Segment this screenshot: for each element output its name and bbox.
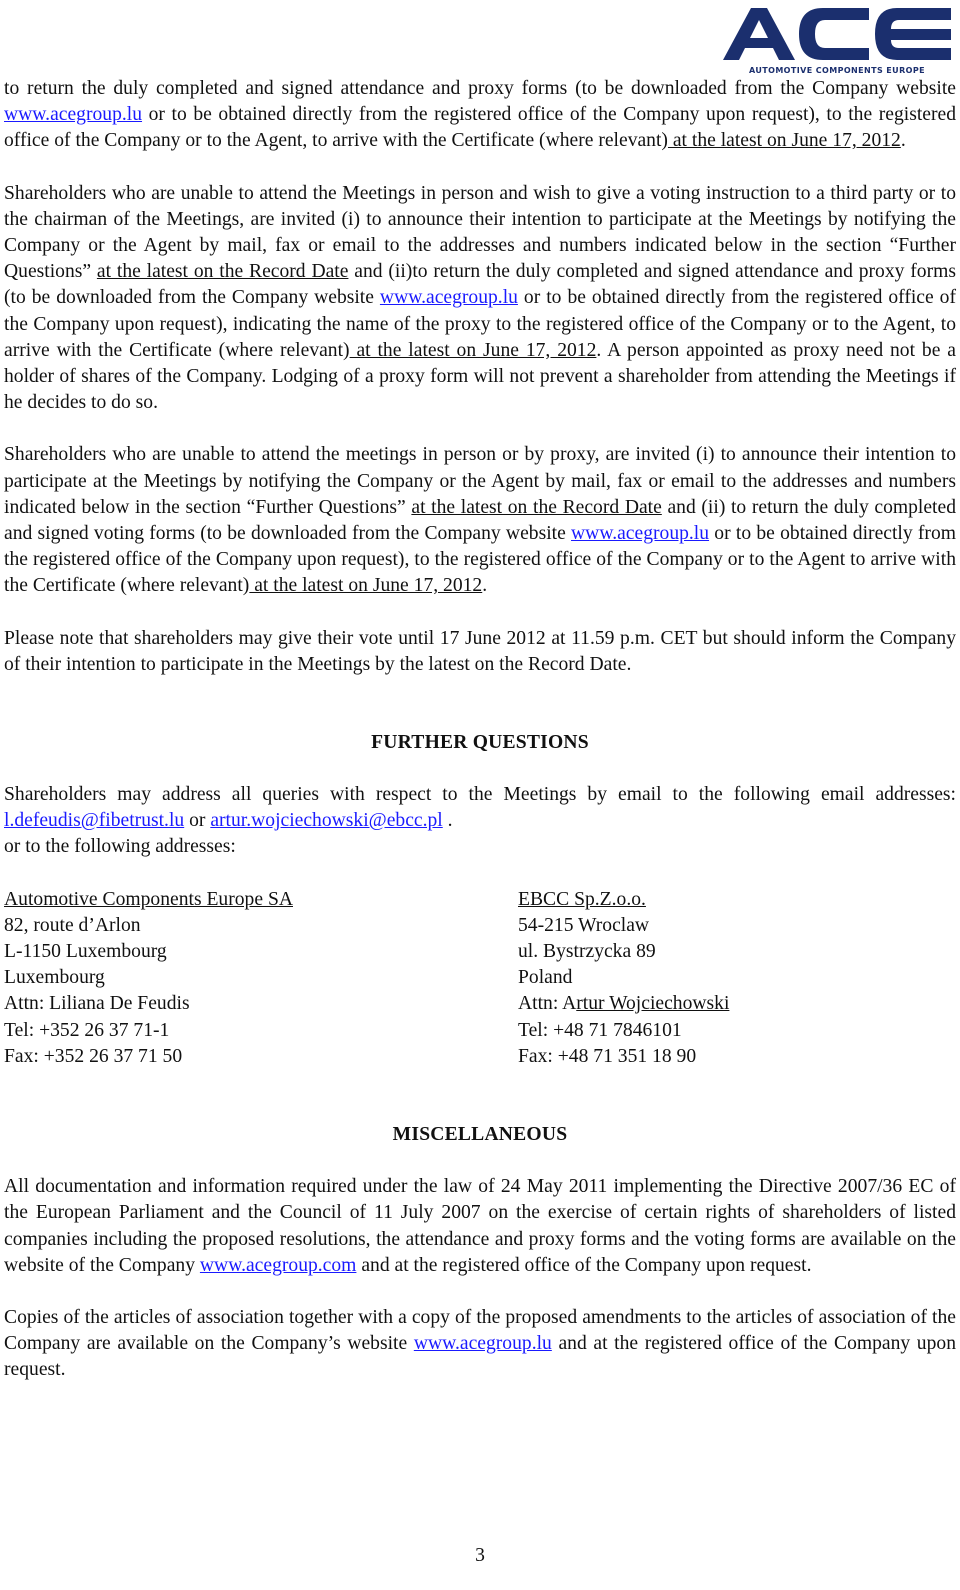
address-line: Fax: +48 71 351 18 90 bbox=[518, 1045, 697, 1067]
address-line: L-1150 Luxembourg bbox=[4, 941, 167, 963]
ace-logo-mark bbox=[719, 2, 955, 64]
address-line: Tel: +352 26 37 71-1 bbox=[4, 1019, 170, 1041]
email-link-wojciechowski[interactable]: artur.wojciechowski@ebcc.pl bbox=[210, 810, 443, 832]
address-line: Poland bbox=[518, 967, 573, 989]
paragraph-vote-deadline: Please note that shareholders may give their vote until 17 June 2012 at 11.59 p.m. CET but should inform the Company of their intention to participate in the Meetings by the latest on the Record Date. bbox=[4, 627, 956, 675]
paragraph-return-forms: to return the duly completed and signed attendance and proxy forms (to be downloaded from the Company website www.acegroup.lu or to be obtained directly from the registered office of the Company upon request), to the registered office of the Company or to the Agent, to arrive with the Certificate (where relevant) at the latest on June 17, 2012. bbox=[4, 78, 956, 152]
acegroup-link[interactable]: www.acegroup.lu bbox=[413, 1333, 552, 1355]
acegroup-link[interactable]: www.acegroup.lu bbox=[379, 287, 518, 309]
paragraph-queries: Shareholders may address all queries with respect to the Meetings by email to the following email addresses: l.defeudis@fibetrust.lu or artur.wojciechowski@ebcc.pl . bbox=[4, 784, 956, 832]
address-block bbox=[4, 887, 956, 1070]
address-line: Fax: +352 26 37 71 50 bbox=[4, 1045, 183, 1067]
address-company-name: Automotive Components Europe SA bbox=[4, 888, 293, 910]
paragraph-documentation: All documentation and information required under the law of 24 May 2011 implementing the Directive 2007/36 EC of the European Parliament and the Council of 11 July 2007 on the exercise of certain rights of shareholders of listed companies including the proposed resolutions, the attendance and proxy forms and the voting forms are available on the website of the Company www.acegroup.com and at the registered office of the Company upon request. bbox=[4, 1176, 956, 1276]
paragraph-articles: Copies of the articles of association together with a copy of the proposed amendments to the articles of association of the Company are available on the Company’s website www.acegroup.lu and at the registered office of the Company upon request. bbox=[4, 1306, 956, 1381]
address-line: ul. Bystrzycka 89 bbox=[518, 941, 656, 963]
paragraph-voting-forms: Shareholders who are unable to attend the meetings in person or by proxy, are invited (i) to announce their intention to participate at the Meetings by notifying the Company or the Agent by mail, fax or email to the addresses and numbers indicated below in the section “Further Questions” at the latest on the Record Date and (ii) to return the duly completed and signed voting forms (to be downloaded from the Company website www.acegroup.lu or to be obtained directly from the registered office of the Company upon request), to the registered office of the Company or to the Agent to arrive with the Certificate (where relevant) at the latest on June 17, 2012. bbox=[4, 444, 956, 597]
document-body bbox=[4, 76, 956, 1384]
page-number: 3 bbox=[475, 1545, 485, 1566]
acegroup-link[interactable]: www.acegroup.lu bbox=[571, 523, 710, 545]
paragraph-proxy-instructions: Shareholders who are unable to attend the Meetings in person and wish to give a voting instruction to a third party or to the chairman of the Meetings, are invited (i) to announce their intention to participate at the Meetings by notifying the Company or the Agent by mail, fax or email to the addresses and numbers indicated below in the section “Further Questions” at the latest on the Record Date and (ii)to return the duly completed and signed attendance and proxy forms (to be downloaded from the Company website www.acegroup.lu or to be obtained directly from the registered office of the Company upon request), indicating the name of the proxy to the registered office of the Company or to the Agent, to arrive with the Certificate (where relevant) at the latest on June 17, 2012. A person appointed as proxy need not be a holder of shares of the Company. Lodging of a proxy form will not prevent a shareholder from attending the Meetings if he decides to do so. bbox=[4, 182, 956, 414]
paragraph-addresses-intro: or to the following addresses: bbox=[4, 836, 236, 858]
address-company-name: EBCC Sp.Z.o.o. bbox=[518, 888, 646, 910]
address-line: 54-215 Wroclaw bbox=[518, 914, 650, 936]
address-ebcc bbox=[518, 887, 948, 1070]
heading-miscellaneous: MISCELLANEOUS bbox=[392, 1124, 568, 1146]
address-line: Luxembourg bbox=[4, 967, 105, 989]
heading-further-questions: FURTHER QUESTIONS bbox=[371, 732, 589, 754]
acegroup-com-link[interactable]: www.acegroup.com bbox=[199, 1254, 357, 1276]
address-ace bbox=[4, 887, 518, 1070]
address-line: Attn: Liliana De Feudis bbox=[4, 993, 190, 1015]
address-attn: Attn: Artur Wojciechowski bbox=[518, 993, 730, 1015]
ace-logo bbox=[719, 2, 955, 76]
address-line: 82, route d’Arlon bbox=[4, 914, 141, 936]
logo-tagline: AUTOMOTIVE COMPONENTS EUROPE bbox=[749, 66, 925, 75]
acegroup-link[interactable]: www.acegroup.lu bbox=[4, 104, 143, 126]
address-line: Tel: +48 71 7846101 bbox=[518, 1019, 682, 1041]
email-link-defeudis[interactable]: l.defeudis@fibetrust.lu bbox=[4, 810, 185, 832]
